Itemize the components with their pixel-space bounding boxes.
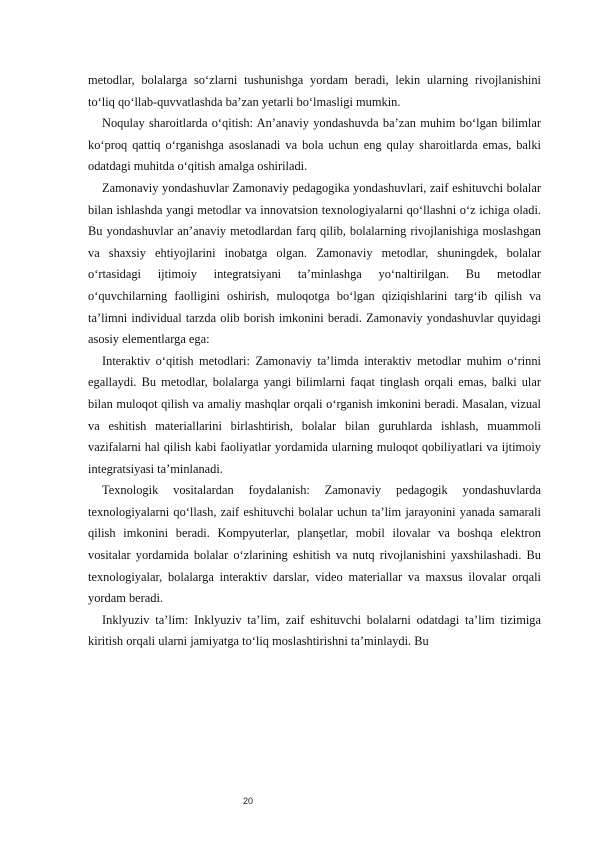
paragraph-texnologik-vositalar: Texnologik vositalardan foydalanish: Zamonaviy pedagogik yondashuvlarda texnologiyalarni qo‘llash, zaif eshituvchi bolalar uchun ta’lim jarayonini yanada samarali qilish imkonini beradi. Kompyuterlar, planşetlar, mobil ilovalar va boshqa elektron vositalar yordamida bolalar o‘zlarining eshitish va nutq rivojlanishini yaxshilashadi. Bu texnologiyalar, bolalarga interaktiv darslar, video materiallar va maxsus ilovalar orqali yordam beradi. xyxy=(88,483,541,606)
document-page xyxy=(88,70,541,653)
page-number: 20 xyxy=(243,796,254,806)
paragraph-continued: metodlar, bolalarga so‘zlarni tushunishga yordam beradi, lekin ularning rivojlanishini to‘liq qo‘llab-quvvatlashda ba’zan yetarli bo‘lmasligi mumkin. xyxy=(88,73,541,109)
paragraph-zamonaviy-yondashuvlar: Zamonaviy yondashuvlar Zamonaviy pedagogika yondashuvlari, zaif eshituvchi bolalar bilan ishlashda yangi metodlar va innovatsion texnologiyalarni qo‘llashni o‘z ichiga oladi. Bu yondashuvlar an’anaviy metodlardan farq qilib, bolalarning rivojlanishiga moslashgan va shaxsiy ehtiyojlarini inobatga olgan. Zamonaviy metodlar, shuningdek, bolalar o‘rtasidagi ijtimoiy integratsiyani ta’minlashga yo‘naltirilgan. Bu metodlar o‘quvchilarning faolligini oshirish, muloqotga bo‘lgan qiziqishlarini targ‘ib qilish va ta’limni individual tarzda olib borish imkonini beradi. Zamonaviy yondashuvlar quyidagi asosiy elementlarga ega: xyxy=(88,180,541,347)
paragraph-noqulay-sharoitlarda: Noqulay sharoitlarda o‘qitish: An’anaviy yondashuvda ba’zan muhim bo‘lgan bilimlar ko‘proq qattiq o‘rganishga asoslanadi va bola uchun eng qulay sharoitlarda emas, balki odatdagi muhitda o‘qitish amalga oshiriladi. xyxy=(88,116,541,174)
paragraph-interaktiv-metodlar: Interaktiv o‘qitish metodlari: Zamonaviy ta’limda interaktiv metodlar muhim o‘rinni egallaydi. Bu metodlar, bolalarga yangi bilimlarni faqat tinglash orqali emas, balki ular bilan muloqot qilish va amaliy mashqlar orqali o‘rganish imkonini beradi. Masalan, vizual va eshitish materiallarini birlashtirish, bolalar bilan guruhlarda ishlash, muammoli vazifalarni hal qilish kabi faoliyatlar yordamida ularning muloqot qobiliyatlari va ijtimoiy integratsiyasi ta’minlanadi. xyxy=(88,353,541,476)
paragraph-inklyuziv-talim: Inklyuziv ta’lim: Inklyuziv ta’lim, zaif eshituvchi bolalarni odatdagi ta’lim tizimiga kiritish orqali ularni jamiyatga to‘liq moslashtirishni ta’minlaydi. Bu xyxy=(88,612,541,649)
